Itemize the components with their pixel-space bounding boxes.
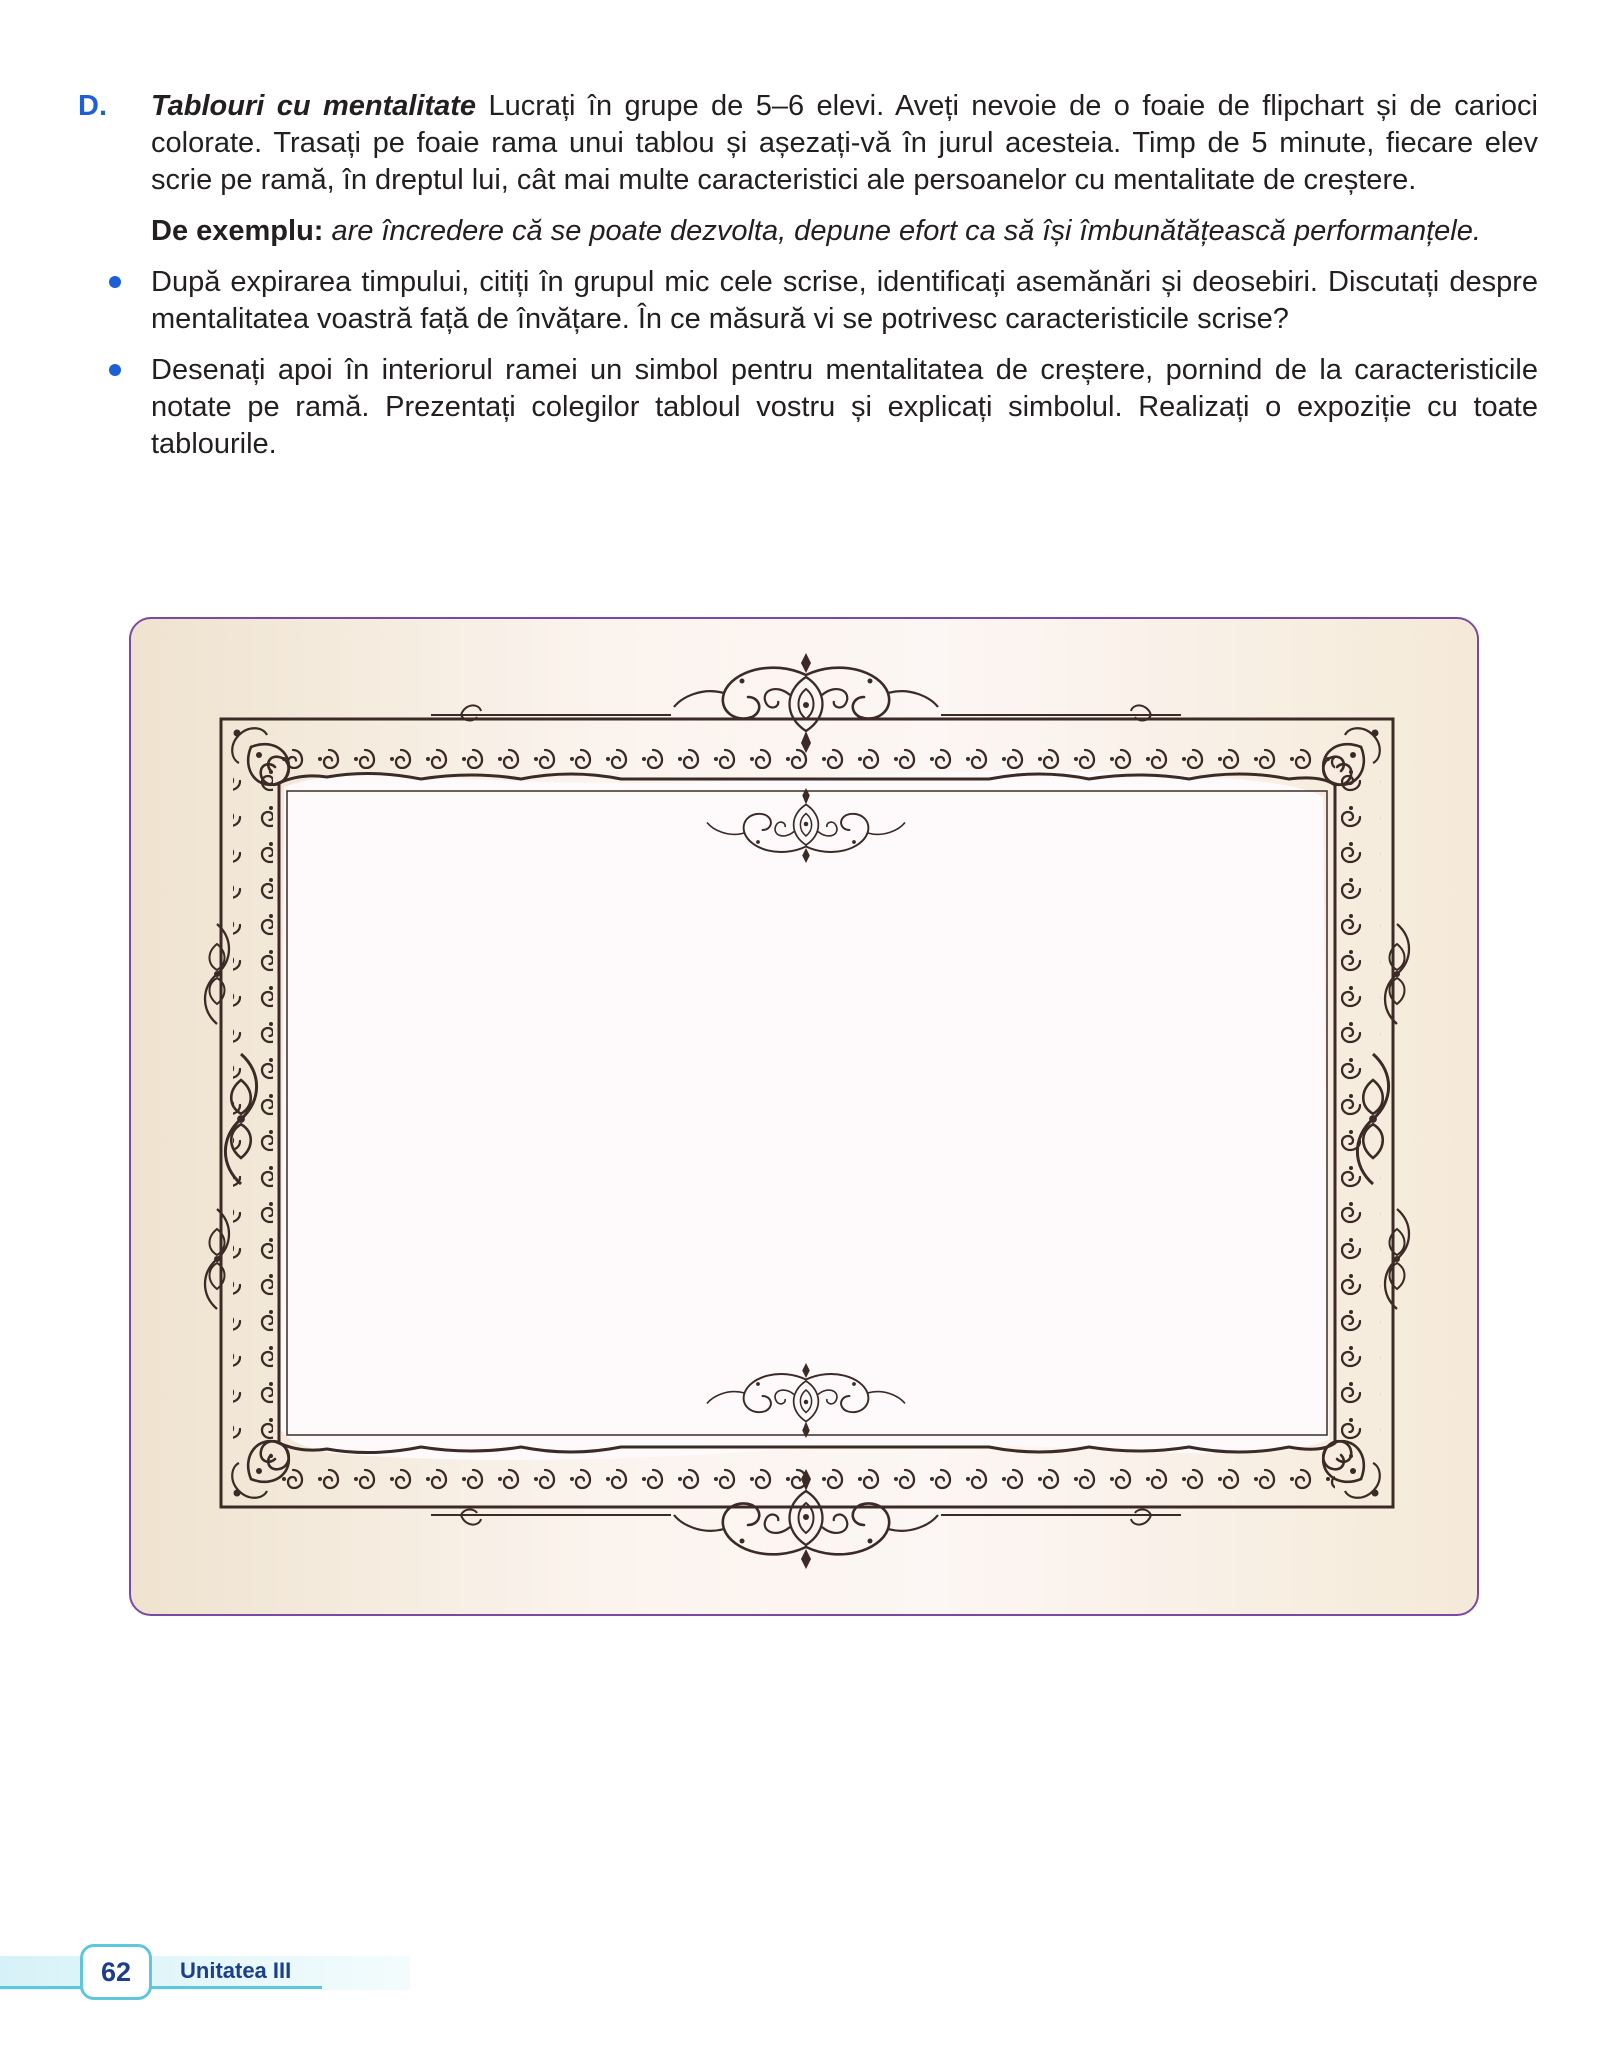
example-label: De exemplu: bbox=[151, 215, 324, 247]
ornamental-frame-illustration bbox=[131, 619, 1479, 1616]
task-intro: Lucrați în grupe de 5–6 elevi. Aveți nevoie de o foaie de flipchart și de carioci colorate. Trasați pe foaie rama unui tablou și așezați-vă în jurul acesteia. Timp de 5 minute, fiecare elev scrie pe ramă, în dreptul lui, cât mai multe caracteristici ale persoanelor cu mentalitate de creștere. bbox=[151, 90, 1538, 196]
task-title: Tablouri cu mentalitate bbox=[151, 90, 477, 122]
example-paragraph bbox=[151, 213, 1538, 250]
bullet-item bbox=[78, 352, 1538, 463]
section-letter: D. bbox=[78, 90, 107, 122]
footer-line bbox=[0, 1986, 322, 1989]
example-text: are încredere că se poate dezvolta, depune efort ca să își îmbunătățească performanțele. bbox=[331, 215, 1481, 247]
bullet-dot-icon bbox=[109, 364, 121, 376]
bullet-dot-icon bbox=[109, 276, 121, 288]
page-number: 62 bbox=[80, 1944, 152, 2000]
section-body bbox=[151, 88, 1538, 250]
bullet-item bbox=[78, 264, 1538, 338]
exercise-section bbox=[78, 88, 1538, 477]
unit-label: Unitatea III bbox=[180, 1958, 292, 1983]
bullet-list bbox=[78, 264, 1538, 463]
bullet-text: Desenați apoi în interiorul ramei un simbol pentru mentalitatea de creștere, pornind de la caracteristicile notate pe ramă. Prezentați colegilor tabloul vostru și explicați simbolul. Realizați o expoziție cu toate tablourile. bbox=[151, 354, 1538, 460]
bullet-text: După expirarea timpului, citiți în grupul mic cele scrise, identificați asemănări și deosebiri. Discutați despre mentalitatea voastră față de învățare. În ce măsură vi se potrivesc caracteristicile scrise? bbox=[151, 266, 1538, 335]
task-paragraph bbox=[151, 88, 1538, 199]
ornamental-frame-panel bbox=[129, 617, 1479, 1616]
